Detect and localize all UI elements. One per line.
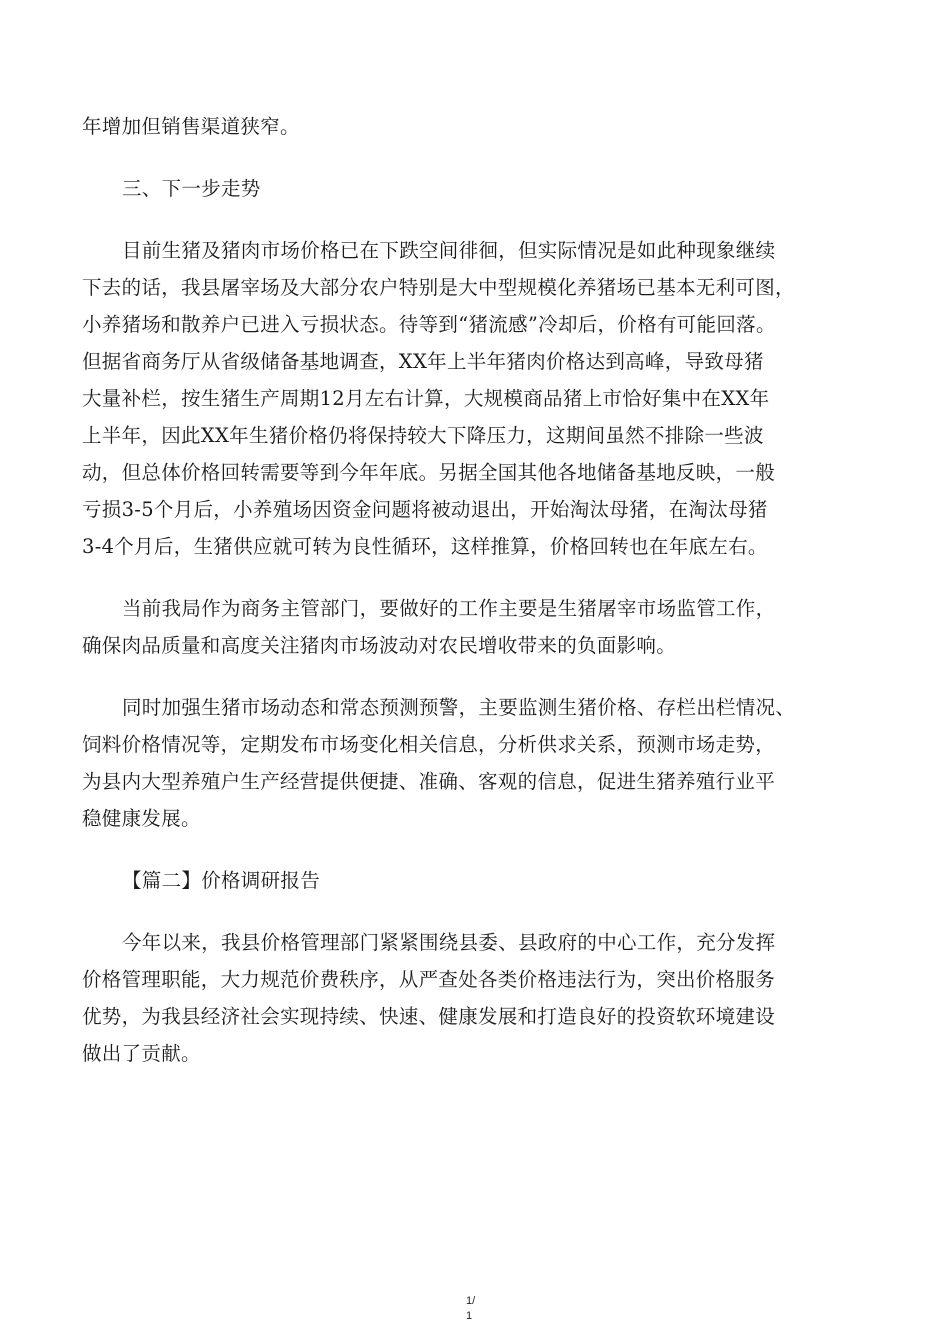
text-line: 确保肉品质量和高度关注猪肉市场波动对农民增收带来的负面影响。 <box>82 634 677 657</box>
heading-text: 【篇二】价格调研报告 <box>122 869 321 892</box>
paragraph-market-outlook <box>82 232 882 565</box>
text-line: 价格管理职能，大力规范价费秩序，从严查处各类价格违法行为，突出价格服务 <box>82 968 776 991</box>
document-body <box>82 108 882 1072</box>
text-line: 稳健康发展。 <box>82 807 201 830</box>
text-line: 上半年，因此XX年生猪价格仍将保持较大下降压力，这期间虽然不排除一些波 <box>82 424 764 447</box>
paragraph-price-management <box>82 924 882 1072</box>
text-line: 今年以来，我县价格管理部门紧紧围绕县委、县政府的中心工作，充分发挥 <box>122 931 776 954</box>
text-line: 为县内大型养殖户生产经营提供便捷、准确、客观的信息，促进生猪养殖行业平 <box>82 770 776 793</box>
section-heading-next-trend <box>82 170 882 207</box>
text-line: 同时加强生猪市场动态和常态预测预警，主要监测生猪价格、存栏出栏情况、 <box>122 696 796 719</box>
paragraph-monitoring <box>82 689 882 837</box>
page-number-top: 1/ <box>466 1295 476 1307</box>
text-line: 小养猪场和散养户已进入亏损状态。待等到“猪流感”冷却后，价格有可能回落。 <box>82 313 776 336</box>
page-number <box>466 1294 496 1324</box>
text-line: 但据省商务厅从省级储备基地调查，XX年上半年猪肉价格达到高峰，导致母猪 <box>82 350 764 373</box>
text-line: 做出了贡献。 <box>82 1042 201 1065</box>
section-heading-part-two <box>82 862 882 899</box>
text-line: 亏损3-5个月后，小养殖场因资金问题将被动退出，开始淘汰母猪，在淘汰母猪 <box>82 498 768 521</box>
text-line: 当前我局作为商务主管部门，要做好的工作主要是生猪屠宰市场监管工作， <box>122 597 776 620</box>
paragraph-bureau-work <box>82 590 882 664</box>
text-line: 下去的话，我县屠宰场及大部分农户特别是大中型规模化养猪场已基本无利可图， <box>82 276 795 299</box>
heading-text: 三、下一步走势 <box>122 177 261 200</box>
text-line: 饲料价格情况等，定期发布市场变化相关信息，分析供求关系，预测市场走势， <box>82 733 776 756</box>
text-line: 动，但总体价格回转需要等到今年年底。另据全国其他各地储备基地反映，一般 <box>82 461 776 484</box>
page-number-bottom: 1 <box>466 1310 473 1322</box>
text-line: 目前生猪及猪肉市场价格已在下跌空间徘徊，但实际情况是如此种现象继续 <box>122 239 776 262</box>
text-line: 年增加但销售渠道狭窄。 <box>82 115 300 138</box>
text-line: 大量补栏，按生猪生产周期12月左右计算，大规模商品猪上市恰好集中在XX年 <box>82 387 770 410</box>
continuation-text <box>82 108 882 145</box>
text-line: 优势，为我县经济社会实现持续、快速、健康发展和打造良好的投资软环境建设 <box>82 1005 776 1028</box>
text-line: 3-4个月后，生猪供应就可转为良性循环，这样推算，价格回转也在年底左右。 <box>82 535 768 558</box>
